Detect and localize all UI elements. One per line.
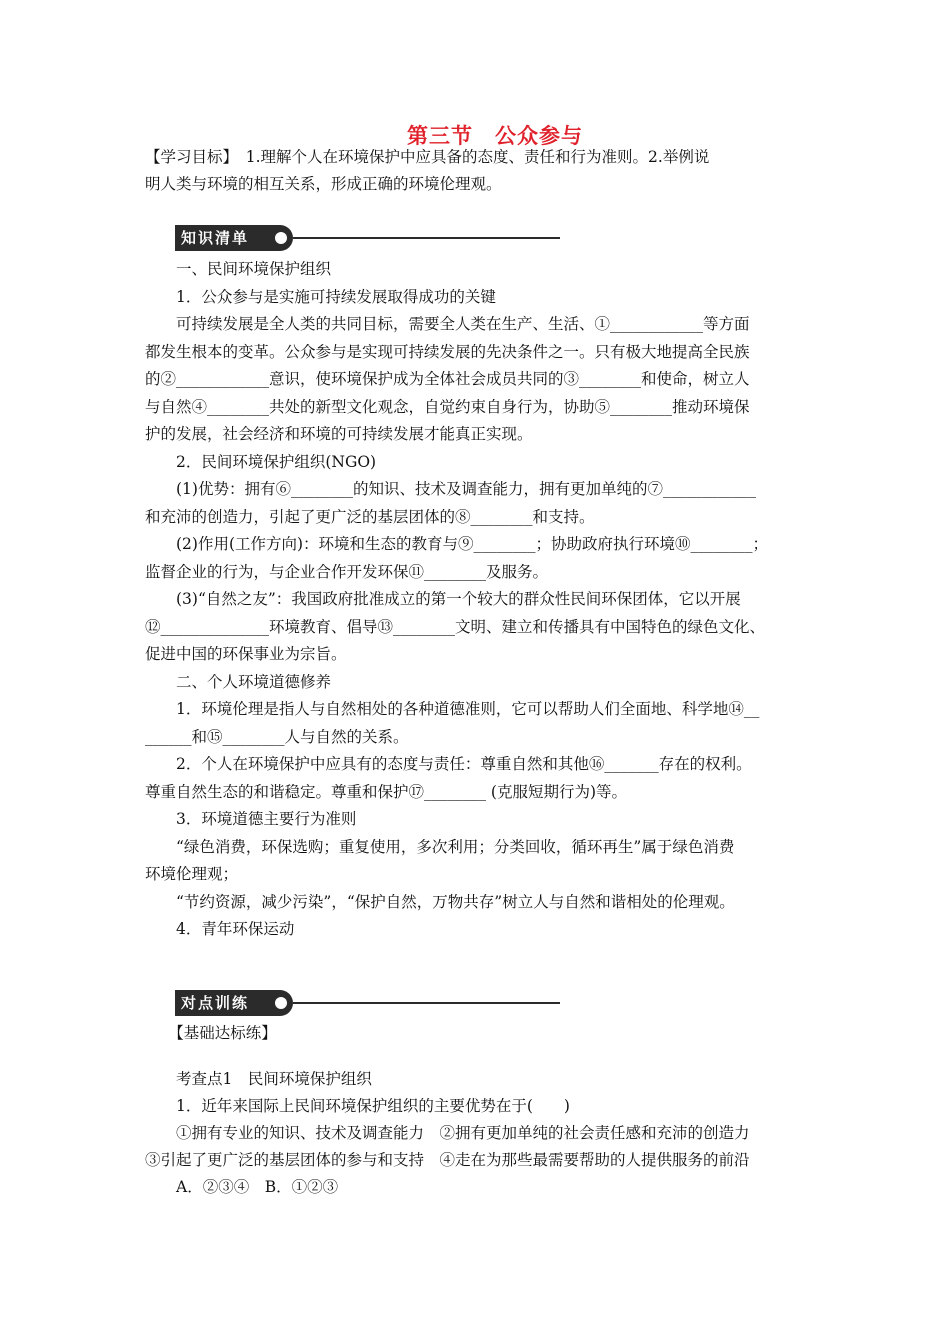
text-line: ⑫______________环境教育、倡导⑬________文明、建立和传播具有中国特色的绿色文化、 bbox=[145, 617, 766, 636]
text-line: 1．近年来国际上民间环境保护组织的主要优势在于( ) bbox=[145, 1097, 570, 1115]
text-line: 的②____________意识，使环境保护成为全体社会成员共同的③________和使命，树立人 bbox=[145, 370, 750, 388]
heading-rule bbox=[293, 1002, 560, 1004]
section-heading-label: 知识清单 bbox=[175, 225, 293, 251]
subsection-label: 【基础达标练】 bbox=[145, 1024, 277, 1042]
text-line: 2．个人在环境保护中应具有的态度与责任：尊重自然和其他⑯_______存在的权利。 bbox=[145, 755, 752, 773]
text-line: 二、个人环境道德修养 bbox=[145, 672, 332, 691]
section-heading-practice bbox=[175, 990, 560, 1016]
text-line: 可持续发展是全人类的共同目标，需要全人类在生产、生活、①____________等方面 bbox=[145, 315, 750, 333]
bullet-dot-icon bbox=[275, 232, 287, 244]
section-heading-label: 对点训练 bbox=[175, 990, 293, 1016]
text-line: 护的发展，社会经济和环境的可持续发展才能真正实现。 bbox=[145, 425, 533, 443]
bullet-dot-icon bbox=[275, 997, 287, 1009]
text-line: 和充沛的创造力，引起了更广泛的基层团体的⑧________和支持。 bbox=[145, 507, 595, 526]
text-line: 考查点1 民间环境保护组织 bbox=[145, 1070, 372, 1088]
text-line: (2)作用(工作方向)：环境和生态的教育与⑨________；协助政府执行环境⑩________； bbox=[145, 535, 769, 553]
text-line: 监督企业的行为，与企业合作开发环保⑪________及服务。 bbox=[145, 562, 549, 581]
text-line: A．②③④ B．①②③ bbox=[145, 1178, 339, 1196]
text-line: “节约资源，减少污染”，“保护自然，万物共存”树立人与自然和谐相处的伦理观。 bbox=[145, 892, 735, 911]
text-line: “绿色消费，环保选购；重复使用，多次利用；分类回收，循环再生”属于绿色消费 bbox=[145, 837, 735, 856]
text-line: 都发生根本的变革。公众参与是实现可持续发展的先决条件之一。只有极大地提高全民族 bbox=[145, 342, 750, 361]
text-line: 1．环境伦理是指人与自然相处的各种道德准则，它可以帮助人们全面地、科学地⑭__ bbox=[145, 700, 760, 718]
learning-objectives-line: 【学习目标】 1.理解个人在环境保护中应具备的态度、责任和行为准则。2.举例说 bbox=[145, 148, 710, 166]
text-line: 1．公众参与是实施可持续发展取得成功的关键 bbox=[145, 287, 496, 306]
text-line: 促进中国的环保事业为宗旨。 bbox=[145, 645, 347, 663]
text-line: 3．环境道德主要行为准则 bbox=[145, 810, 357, 828]
text-line: ①拥有专业的知识、技术及调查能力 ②拥有更加单纯的社会责任感和充沛的创造力 bbox=[145, 1124, 750, 1142]
section-heading-knowledge bbox=[175, 225, 560, 251]
text-line: ③引起了更广泛的基层团体的参与和支持 ④走在为那些最需要帮助的人提供服务的前沿 bbox=[145, 1151, 750, 1169]
text-line: 尊重自然生态的和谐稳定。尊重和保护⑰________ (克服短期行为)等。 bbox=[145, 782, 628, 801]
text-line: ______和⑮________人与自然的关系。 bbox=[145, 727, 409, 746]
heading-rule bbox=[293, 237, 560, 239]
text-line: 一、民间环境保护组织 bbox=[145, 260, 332, 278]
text-line: 环境伦理观； bbox=[145, 865, 239, 883]
text-line: 2．民间环境保护组织(NGO) bbox=[145, 452, 377, 471]
text-line: (1)优势：拥有⑥________的知识、技术及调查能力，拥有更加单纯的⑦____________ bbox=[145, 480, 756, 498]
text-line: 4．青年环保运动 bbox=[145, 920, 295, 938]
text-line: (3)“自然之友”：我国政府批准成立的第一个较大的群众性民间环保团体，它以开展 bbox=[145, 590, 741, 608]
learning-objectives-line: 明人类与环境的相互关系，形成正确的环境伦理观。 bbox=[145, 175, 502, 193]
text-line: 与自然④________共处的新型文化观念，自觉约束自身行为，协助⑤________推动环境保 bbox=[145, 397, 750, 416]
page-title: 第三节 公众参与 bbox=[407, 124, 583, 148]
